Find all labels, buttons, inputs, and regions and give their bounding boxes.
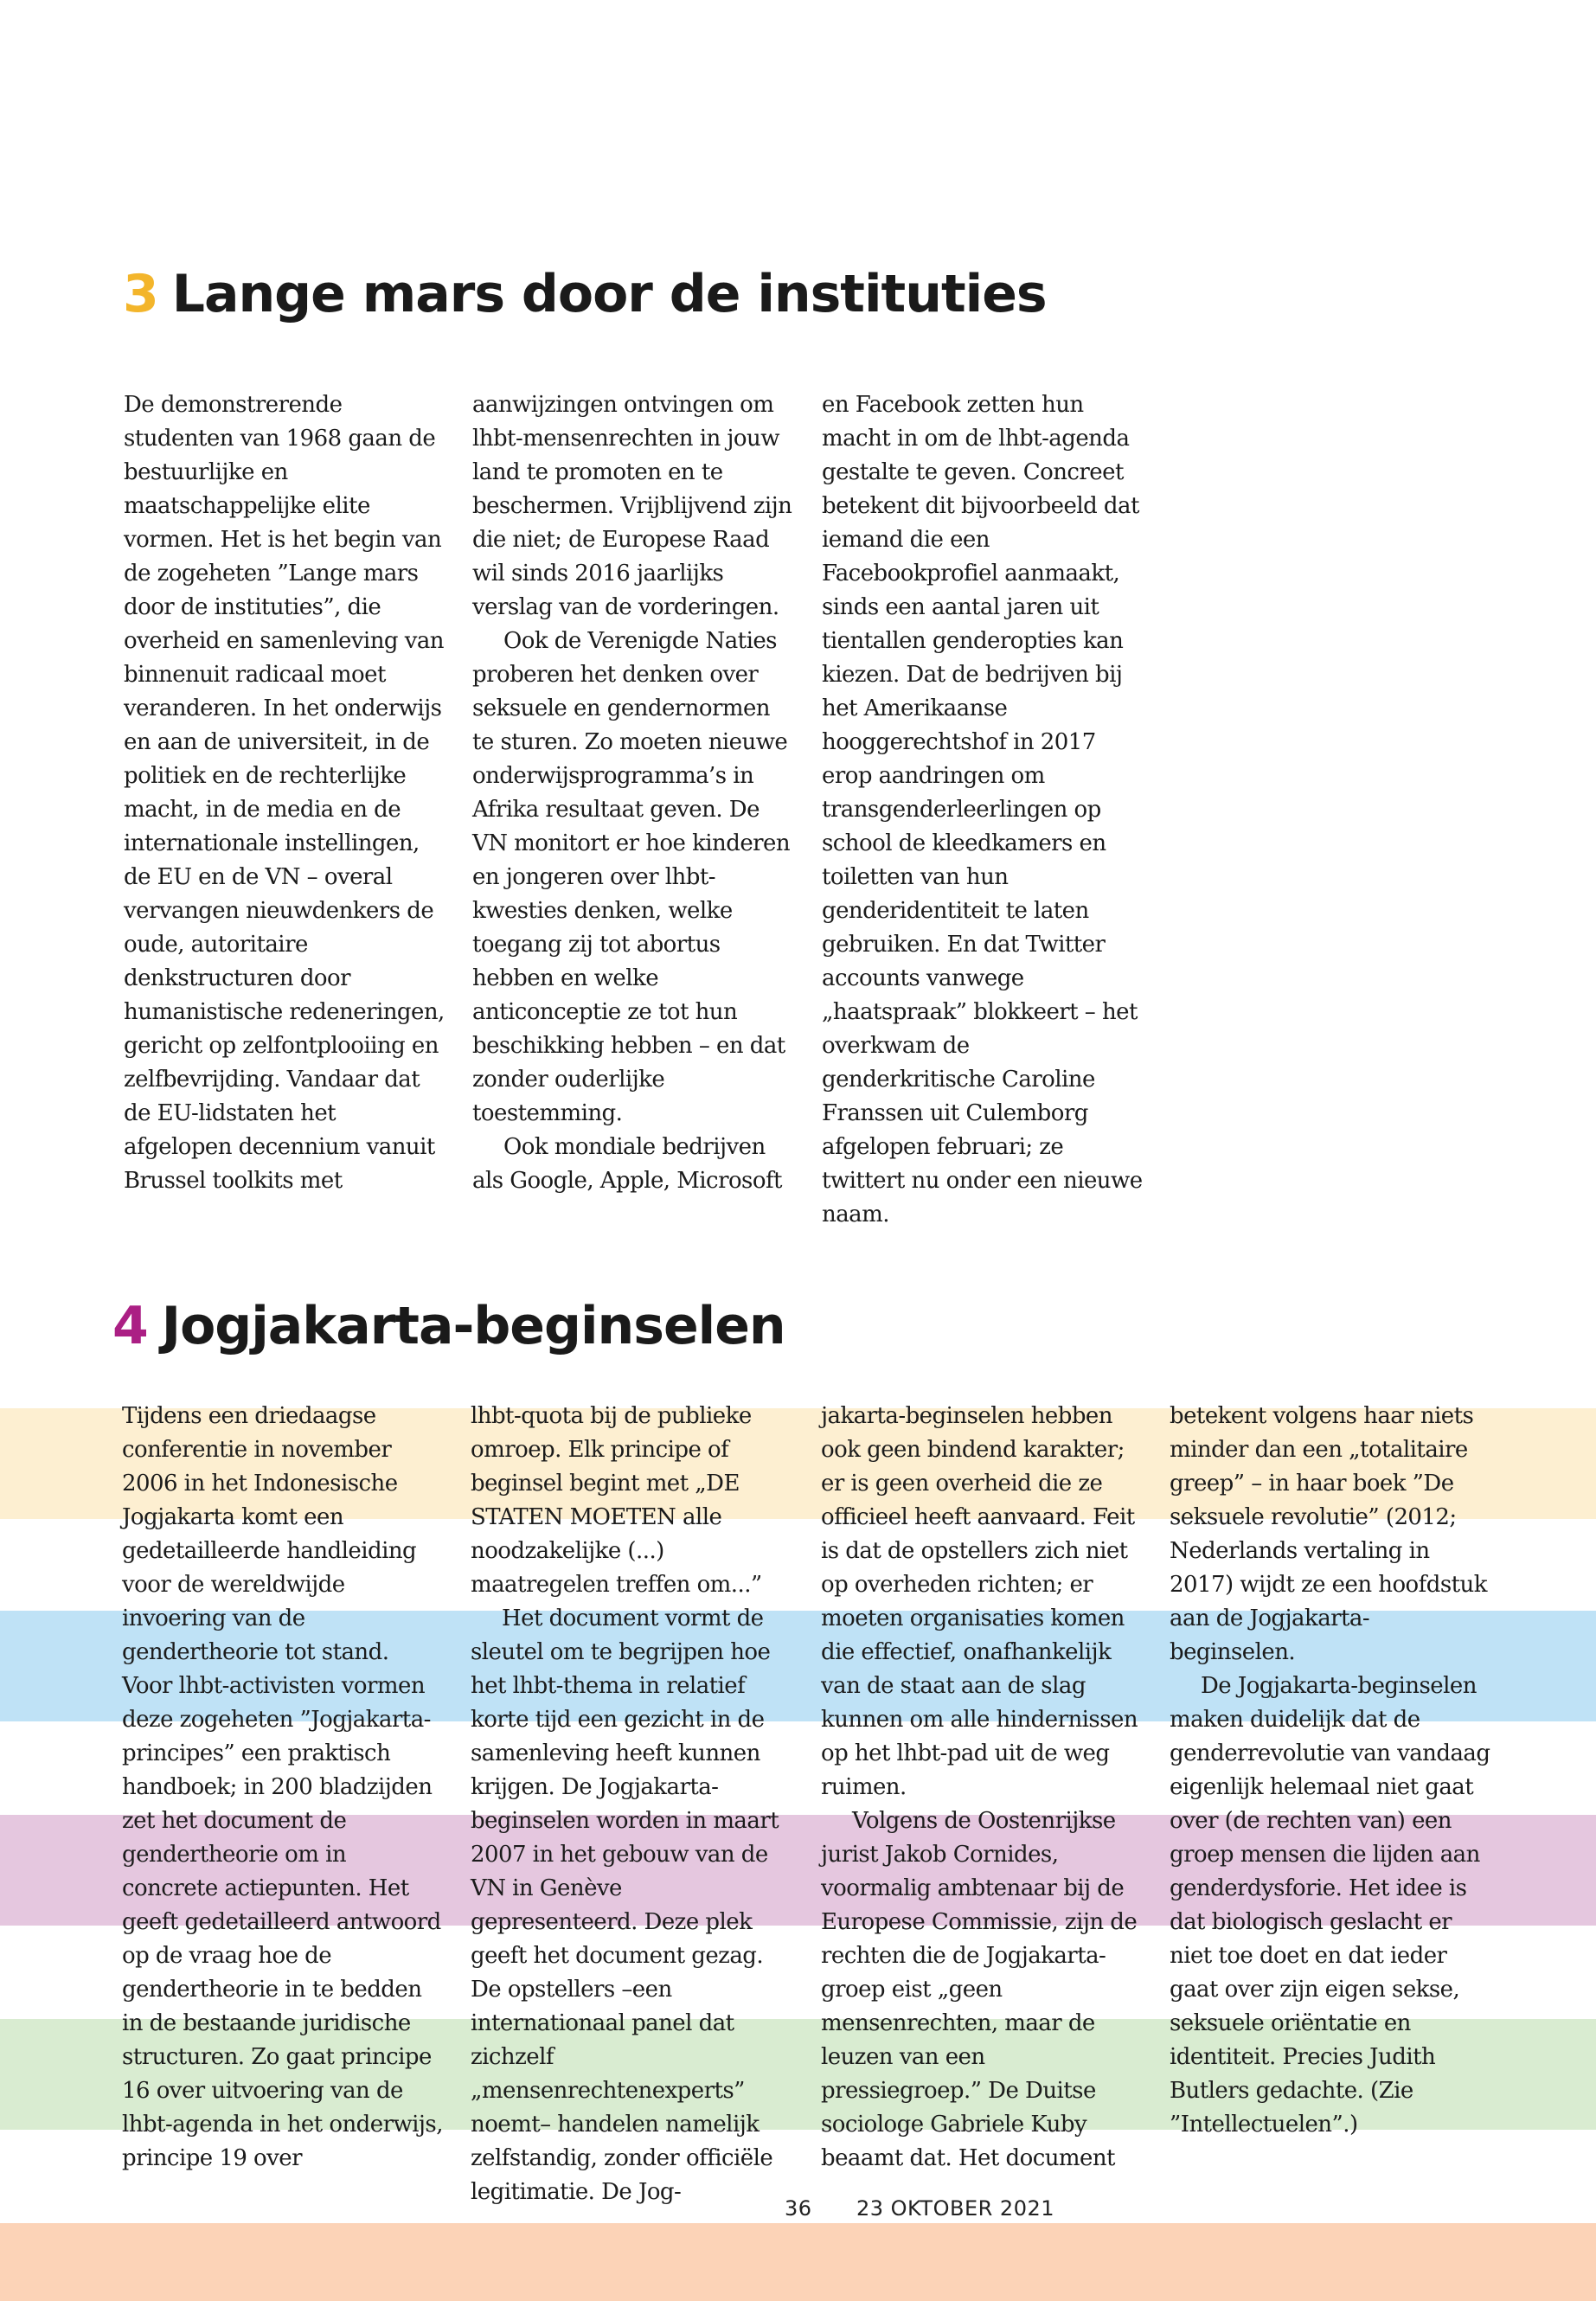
- paragraph: Ook de Verenigde Naties proberen het denken over seksuele en gendernormen te sturen. Zo moeten nieuwe onderwijsprogramma’s in Afrika resultaat geven. De VN monitort er hoe kinderen en jongeren over lhbt-kwesties denken, welke toegang zij tot abortus hebben en welke anticonceptie ze tot hun beschikking hebben – en dat zonder ouderlijke toestemming.: [472, 628, 791, 1126]
- paragraph: jakarta-beginselen hebben ook geen bindend karakter; er is geen overheid die ze officieel heeft aanvaard. Feit is dat de opstellers zich niet op overheden richten; er moeten organisaties komen die effectief, onafhankelijk van de staat aan de slag kunnen om alle hindernissen op het lhbt-pad uit de weg ruimen.: [821, 1403, 1138, 1800]
- issue-date: 23 OKTOBER 2021: [856, 2196, 1054, 2221]
- paragraph: Ook mondiale bedrijven als Google, Apple, Microsoft: [472, 1134, 782, 1194]
- section-3-column-1: [124, 388, 445, 1198]
- paragraph: De Jogjakarta-beginselen maken duidelijk dat de genderrevolutie van vandaag eigenlijk helemaal niet gaat over (de rechten van) een groep mensen die lijden aan genderdysforie. Het idee is dat biologisch geslacht er niet toe doet en dat ieder gaat over zijn eigen sekse, seksuele oriëntatie en identiteit. Precies Judith Butlers gedachte. (Zie ”Intellectuelen”.): [1170, 1673, 1490, 2138]
- paragraph: aanwijzingen ontvingen om lhbt-mensenrechten in jouw land te promoten en te beschermen. Vrijblijvend zijn die niet; de Europese Raad wil sinds 2016 jaarlijks verslag van de vorderingen.: [472, 392, 792, 620]
- section-3-column-3: [822, 388, 1144, 1232]
- section-4-column-2: [471, 1400, 792, 2209]
- paragraph: Het document vormt de sleutel om te begrijpen hoe het lhbt-thema in relatief korte tijd een gezicht in de samenleving heeft kunnen krijgen. De Jogjakarta-beginselen worden in maart 2007 in het gebouw van de VN in Genève gepresenteerd. Deze plek geeft het document gezag. De opstellers –een internationaal panel dat zichzelf „mensenrechtenexperts” noemt– handelen namelijk zelfstandig, zonder officiële legitimatie. De Jog-: [471, 1606, 779, 2205]
- section-3-column-2: [472, 388, 794, 1198]
- paragraph: betekent volgens haar niets minder dan een „totalitaire greep” – in haar boek ”De seksuele revolutie” (2012; Nederlands vertaling in 2017) wijdt ze een hoofdstuk aan de Jogjakarta-beginselen.: [1170, 1403, 1487, 1665]
- section-4-heading: [112, 1296, 785, 1356]
- paragraph: Volgens de Oostenrijkse jurist Jakob Cornides, voormalig ambtenaar bij de Europese Commissie, zijn de rechten die de Jogjakarta-groep eist „geen mensenrechten, maar de leuzen van een pressiegroep.” De Duitse sociologe Gabriele Kuby beaamt dat. Het document: [821, 1808, 1138, 2171]
- paragraph: lhbt-quota bij de publieke omroep. Elk principe of beginsel begint met „DE STATEN MOETEN alle noodzakelijke (...) maatregelen treffen om...”: [471, 1403, 762, 1598]
- section-4-number: 4: [112, 1296, 148, 1356]
- paragraph: en Facebook zetten hun macht in om de lhbt-agenda gestalte te geven. Concreet betekent dit bijvoorbeeld dat iemand die een Facebookprofiel aanmaakt, sinds een aantal jaren uit tientallen genderopties kan kiezen. Dat de bedrijven bij het Amerikaanse hooggerechtshof in 2017 erop aandringen om transgenderleerlingen op school de kleedkamers en toiletten van hun genderidentiteit te laten gebruiken. En dat Twitter accounts vanwege „haatspraak” blokkeert – het overkwam de genderkritische Caroline Franssen uit Culemborg afgelopen februari; ze twittert nu onder een nieuwe naam.: [822, 392, 1143, 1227]
- page-number: 36: [785, 2196, 812, 2221]
- section-3-number: 3: [123, 264, 158, 324]
- section-4-column-3: [821, 1400, 1143, 2176]
- section-4-column-4: [1170, 1400, 1491, 2142]
- paragraph: De demonstrerende studenten van 1968 gaan de bestuurlijke en maatschappelijke elite vormen. Het is het begin van de zogeheten ”Lange mars door de instituties”, die overheid en samenleving van binnenuit radicaal moet veranderen. In het onderwijs en aan de universiteit, in de politiek en de rechterlijke macht, in de media en de internationale instellingen, de EU en de VN – overal vervangen nieuwdenkers de oude, autoritaire denkstructuren door humanistische redeneringen, gericht op zelfontplooiing en zelfbevrijding. Vandaar dat de EU-lidstaten het afgelopen decennium vanuit Brussel toolkits met: [124, 392, 445, 1194]
- paragraph: Tijdens een driedaagse conferentie in november 2006 in het Indonesische Jogjakarta komt een gedetailleerde handleiding voor de wereldwijde invoering van de gendertheorie tot stand. Voor lhbt-activisten vormen deze zogeheten ”Jogjakarta-principes” een praktisch handboek; in 200 bladzijden zet het document de gendertheorie om in concrete actiepunten. Het geeft gedetailleerd antwoord op de vraag hoe de gendertheorie in te bedden in de bestaande juridische structuren. Zo gaat principe 16 over uitvoering van de lhbt-agenda in het onderwijs, principe 19 over: [122, 1403, 443, 2171]
- bottom-band: [0, 2223, 1596, 2301]
- section-4-title: Jogjakarta-beginselen: [161, 1296, 785, 1356]
- section-3-heading: [123, 264, 1047, 324]
- section-4-column-1: [122, 1400, 444, 2176]
- section-3-title: Lange mars door de instituties: [171, 264, 1047, 324]
